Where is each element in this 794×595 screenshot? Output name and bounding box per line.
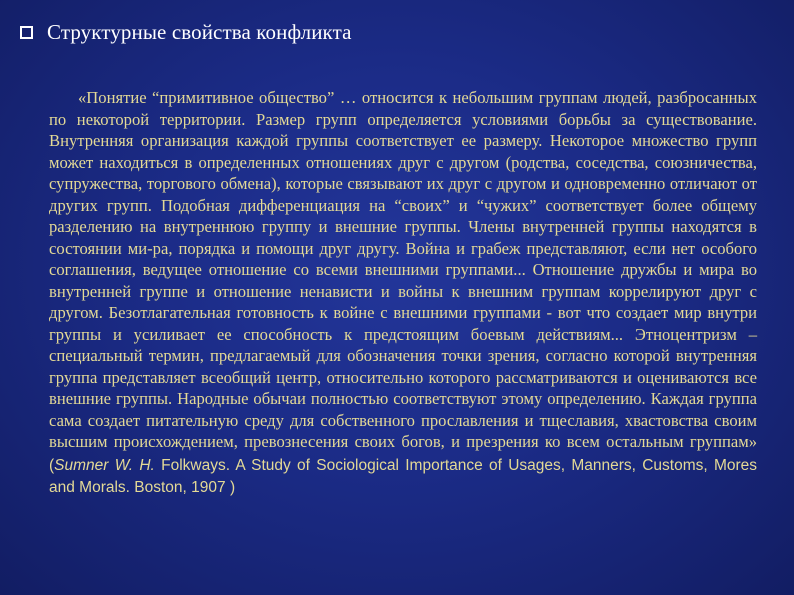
citation-author: Sumner W. H. <box>54 456 155 474</box>
slide-heading <box>20 20 352 44</box>
checkbox-square-icon <box>20 26 33 39</box>
quote-text: «Понятие “примитивное общество” … относится к небольшим группам людей, разбросанных по некоторой территории. Размер групп определяется условиями борьбы за существование. Внутренняя организация каждой группы соответствует ее размеру. Некоторое множество групп может находиться в определенных отношениях друг с другом (родства, соседства, союзничества, супружества, торгового обмена), которые связывают их друг с другом и одновременно отличают от других групп. Подобная дифференциация на “своих” и “чужих” соответствует более общему разделению на внутреннюю группу и внешние группы. Члены внутренней группы находятся в состоянии ми-ра, порядка и помощи друг другу. Война и грабеж представляют, если нет особого соглашения, ведущее отношение со всеми внешними группами... Отношение дружбы и мира во внутренней группе и отношение ненависти и войны к внешним группам коррелируют друг с другом. Безотлагательная готовность к войне с внешними группами - вот что создает мир внутри группы и усиливает ее способность к предстоящим боевым действиям... Этноцентризм – специальный термин, предлагаемый для обозначения точки зрения, согласно которой внутренняя группа представляет всеобщий центр, относительно которого рассматриваются и оцениваются все внешние группы. Народные обычаи полностью соответствуют этому определению. Каждая группа сама создает питательную среду для собственного прославления и тщеславия, хвастовства своим высшим происхождением, превознесения своих богов, и презрения ко всем остальным группам» <box>49 88 757 451</box>
citation <box>49 457 757 497</box>
citation-source: Folkways. A Study of Sociological Importance of Usages, Manners, Customs, Mores and Morals. Boston, 1907 ) <box>49 456 758 496</box>
citation-open: ( <box>49 456 55 474</box>
quote-paragraph <box>49 87 757 499</box>
slide-title: Структурные свойства конфликта <box>47 20 352 44</box>
